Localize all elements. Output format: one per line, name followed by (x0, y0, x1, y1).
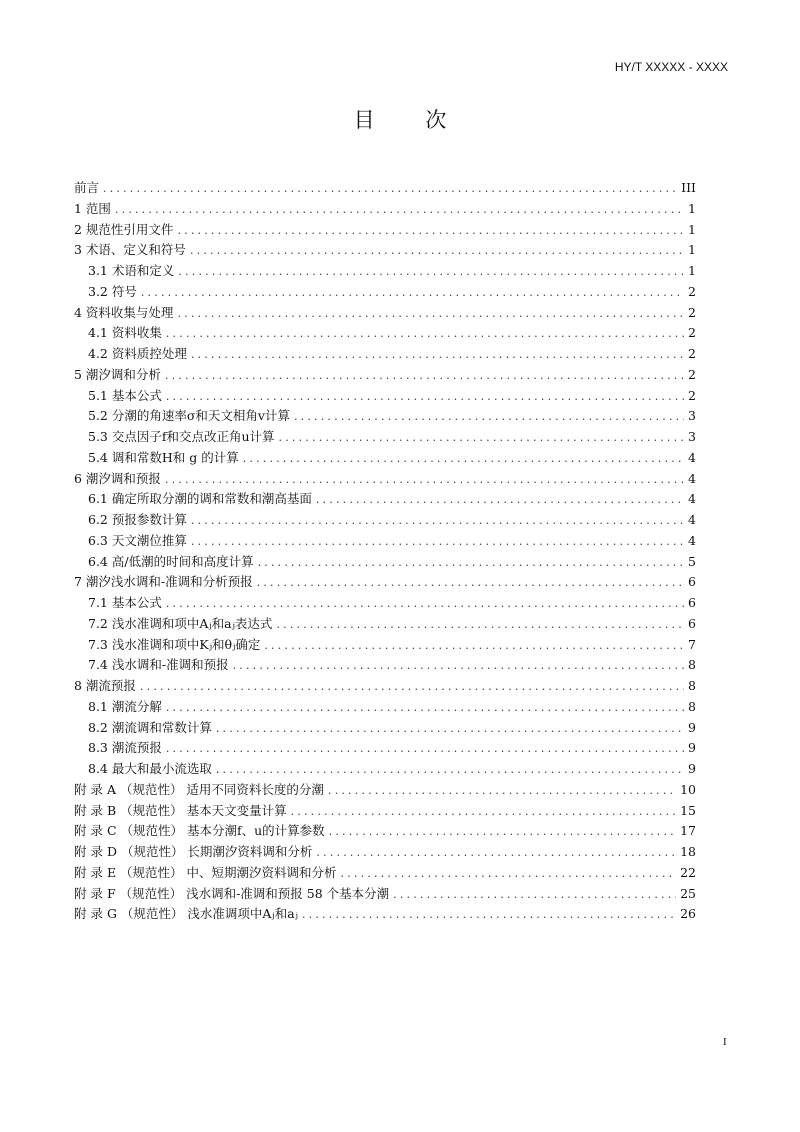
page-title: 目 次 (353, 108, 469, 132)
toc-entry[interactable] (74, 427, 696, 448)
toc-entry[interactable] (74, 448, 696, 469)
toc-entry-label: 附 录 A （规范性） 适用不同资料长度的分潮 (74, 781, 324, 797)
toc-entry-label: 4.2 资料质控处理 (88, 346, 187, 361)
toc-entry[interactable] (74, 220, 696, 241)
toc-entry-label: 附 录 G （规范性） 浅水准调项中Aⱼ和aⱼ (74, 906, 298, 922)
toc-leader-dots (103, 182, 677, 195)
toc-entry-label: 6.2 预报参数计算 (88, 512, 187, 527)
toc-entry-page: 10 (680, 781, 696, 797)
toc-leader-dots (294, 410, 684, 423)
toc-entry-page: 4 (688, 491, 696, 507)
toc-leader-dots (190, 244, 684, 257)
toc-entry[interactable] (74, 593, 696, 614)
toc-entry-label: 6.1 确定所取分潮的调和常数和潮高基面 (88, 491, 312, 507)
page-number: I (723, 1036, 727, 1048)
toc-entry-label: 6 潮汐调和预报 (74, 470, 161, 486)
toc-entry-page: 1 (688, 221, 696, 237)
toc-leader-dots (243, 452, 684, 465)
toc-entry-page: 8 (688, 678, 696, 693)
toc-entry-page: 3 (688, 408, 696, 424)
toc-leader-dots (329, 825, 676, 838)
toc-leader-dots (178, 265, 684, 278)
toc-leader-dots (258, 556, 684, 569)
toc-entry-label: 附 录 C （规范性） 基本分潮f、u的计算参数 (74, 823, 325, 839)
toc-leader-dots (177, 307, 684, 320)
toc-entry-page: 5 (688, 553, 696, 569)
toc-entry[interactable] (74, 635, 696, 656)
toc-leader-dots (393, 888, 676, 901)
toc-entry-page: 7 (688, 636, 696, 652)
toc-entry[interactable] (74, 344, 696, 365)
toc-entry[interactable] (74, 469, 696, 490)
toc-entry-label: 8.2 潮流调和常数计算 (88, 719, 212, 735)
toc-leader-dots (165, 369, 684, 382)
toc-entry-page: 1 (688, 263, 696, 278)
toc-entry[interactable] (74, 718, 696, 739)
toc-entry-label: 附 录 B （规范性） 基本天文变量计算 (74, 802, 287, 818)
toc-leader-dots (191, 535, 684, 548)
toc-entry[interactable] (74, 178, 696, 199)
toc-entry-page: 4 (688, 512, 696, 527)
toc-entry[interactable] (74, 884, 696, 905)
toc-entry[interactable] (74, 282, 696, 303)
toc-leader-dots (216, 722, 684, 735)
toc-entry[interactable] (74, 261, 696, 282)
toc-entry-label: 8.4 最大和最小流选取 (88, 761, 212, 776)
toc-leader-dots (177, 224, 684, 237)
toc-entry[interactable] (74, 759, 696, 780)
toc-leader-dots (166, 742, 684, 755)
toc-entry[interactable] (74, 323, 696, 344)
toc-entry[interactable] (74, 614, 696, 635)
toc-entry-page: 26 (680, 906, 696, 922)
toc-entry-page: 9 (688, 740, 696, 756)
toc-entry-page: 6 (688, 574, 696, 590)
toc-leader-dots (140, 680, 684, 693)
toc-leader-dots (216, 763, 684, 776)
toc-entry-page: 9 (688, 761, 696, 776)
toc-entry-page: 6 (688, 615, 696, 631)
toc-entry-label: 8.1 潮流分解 (88, 698, 162, 714)
toc-entry-page: 2 (688, 304, 696, 320)
toc-entry-label: 8.3 潮流预报 (88, 740, 162, 756)
toc-entry-label: 6.4 高/低潮的时间和高度计算 (88, 553, 254, 569)
toc-entry-page: 2 (688, 325, 696, 341)
toc-leader-dots (316, 493, 684, 506)
toc-leader-dots (257, 576, 684, 589)
toc-entry-label: 1 范围 (74, 200, 111, 216)
toc-entry[interactable] (74, 406, 696, 427)
toc-entry[interactable] (74, 510, 696, 531)
toc-entry[interactable] (74, 738, 696, 759)
toc-entry-page: 9 (688, 719, 696, 735)
toc-leader-dots (166, 327, 684, 340)
toc-leader-dots (328, 784, 676, 797)
toc-entry-page: 8 (688, 698, 696, 714)
toc-leader-dots (115, 203, 684, 216)
toc-entry-page: 25 (680, 885, 696, 901)
toc-entry[interactable] (74, 821, 696, 842)
toc-entry-page: 4 (688, 449, 696, 465)
toc-entry-label: 8 潮流预报 (74, 678, 136, 693)
toc-entry-label: 5.4 调和常数H和 g 的计算 (88, 449, 239, 465)
toc-entry-label: 5.3 交点因子f和交点改正角u计算 (88, 429, 275, 444)
toc-entry[interactable] (74, 801, 696, 822)
toc-entry-label: 3.1 术语和定义 (88, 263, 175, 278)
toc-leader-dots (233, 659, 684, 672)
toc-leader-dots (166, 390, 684, 403)
toc-leader-dots (191, 348, 684, 361)
toc-entry-label: 4 资料收集与处理 (74, 304, 174, 320)
toc-entry-label: 2 规范性引用文件 (74, 221, 174, 237)
toc-entry-page: 18 (680, 844, 696, 859)
toc-entry-label: 6.3 天文潮位推算 (88, 532, 187, 548)
toc-entry-page: 22 (680, 864, 696, 880)
toc-entry-label: 7.4 浅水调和-准调和预报 (88, 657, 229, 673)
toc-entry-page: 1 (688, 242, 696, 258)
toc-entry-label: 前言 (74, 180, 100, 195)
toc-entry-page: 2 (688, 283, 696, 299)
toc-leader-dots (291, 805, 677, 818)
toc-entry-label: 附 录 E （规范性） 中、短期潮汐资料调和分析 (74, 864, 337, 880)
toc-entry-label: 7 潮汐浅水调和-准调和分析预报 (74, 574, 253, 590)
toc-entry-label: 7.1 基本公式 (88, 595, 162, 610)
toc-leader-dots (341, 867, 677, 880)
toc-entry[interactable] (74, 303, 696, 324)
toc-entry[interactable] (74, 655, 696, 676)
toc-entry[interactable] (74, 489, 696, 510)
toc-entry-page: 2 (688, 366, 696, 382)
toc-entry-label: 附 录 F （规范性） 浅水调和-准调和预报 58 个基本分潮 (74, 885, 390, 901)
toc-leader-dots (166, 701, 684, 714)
toc-entry[interactable] (74, 904, 696, 925)
document-code: HY/T XXXXX - XXXX (614, 60, 728, 74)
toc-entry[interactable] (74, 386, 696, 407)
toc-entry-page: 1 (688, 200, 696, 216)
toc-entry-label: 附 录 D （规范性） 长期潮汐资料调和分析 (74, 844, 313, 859)
toc-entry-page: 3 (688, 429, 696, 444)
toc-leader-dots (264, 639, 684, 652)
toc-entry-label: 5 潮汐调和分析 (74, 366, 161, 382)
toc-entry-page: 6 (688, 595, 696, 610)
toc-entry[interactable] (74, 676, 696, 697)
toc-entry[interactable] (74, 863, 696, 884)
toc-entry-label: 3.2 符号 (88, 283, 137, 299)
toc-entry-label: 5.1 基本公式 (88, 387, 162, 403)
toc-leader-dots (191, 514, 684, 527)
toc-entry[interactable] (74, 780, 696, 801)
toc-entry-label: 7.2 浅水准调和项中Aⱼ和aⱼ表达式 (88, 615, 273, 631)
toc-entry[interactable] (74, 240, 696, 261)
toc-leader-dots (141, 286, 684, 299)
toc-entry[interactable] (74, 365, 696, 386)
toc-entry-label: 3 术语、定义和符号 (74, 242, 186, 258)
toc-entry-label: 5.2 分潮的角速率σ和天文相角v计算 (88, 408, 290, 424)
toc-entry-page: 17 (680, 823, 696, 839)
toc-leader-dots (276, 618, 684, 631)
toc-leader-dots (165, 473, 684, 486)
toc-entry[interactable] (74, 552, 696, 573)
toc-entry[interactable] (74, 697, 696, 718)
toc-entry-page: 15 (680, 802, 696, 818)
toc-entry-label: 7.3 浅水准调和项中Kⱼ和θⱼ确定 (88, 636, 261, 652)
toc-entry-label: 4.1 资料收集 (88, 325, 162, 341)
toc-entry[interactable] (74, 531, 696, 552)
toc-entry-page: 8 (688, 657, 696, 673)
toc-entry-page: III (681, 180, 696, 195)
toc-entry-page: 4 (688, 470, 696, 486)
toc-entry-page: 4 (688, 532, 696, 548)
toc-leader-dots (316, 846, 676, 859)
toc-entry-page: 2 (688, 387, 696, 403)
toc-leader-dots (279, 431, 685, 444)
toc-entry[interactable] (74, 842, 696, 863)
table-of-contents (74, 178, 696, 925)
toc-leader-dots (302, 908, 676, 921)
toc-entry[interactable] (74, 199, 696, 220)
toc-entry[interactable] (74, 572, 696, 593)
toc-entry-page: 2 (688, 346, 696, 361)
toc-leader-dots (166, 597, 684, 610)
